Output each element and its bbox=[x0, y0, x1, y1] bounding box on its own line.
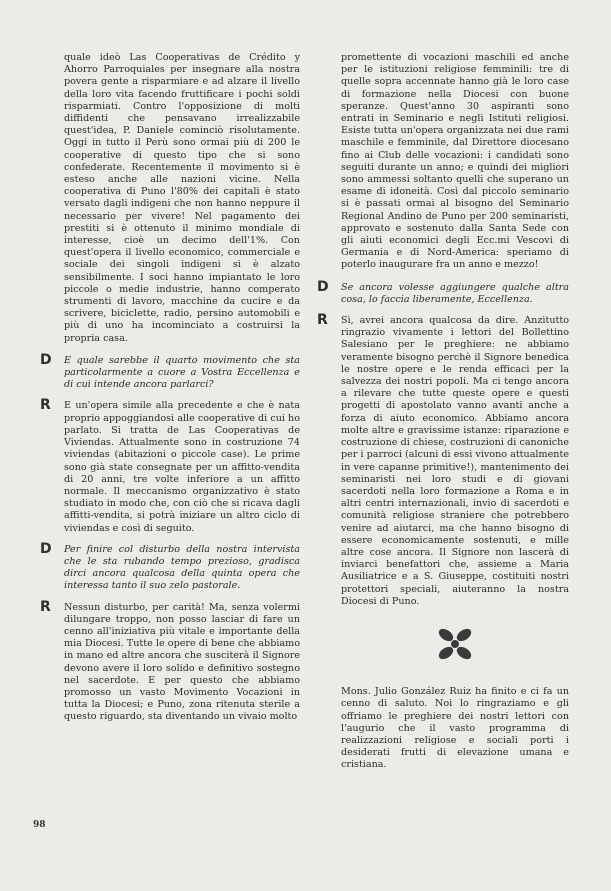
floral-ornament-icon bbox=[341, 626, 569, 666]
question-marker: D bbox=[317, 278, 329, 295]
answer-text: E un'opera simile alla precedente e che è nata proprio appoggiandosi alle cooperative di cui ho parlato. Si tratta de Las Cooperativas de Viviendas. Attualmente sono in costruzione 74 viviendas (abitazioni o piccole case). Le prime sono già state consegnate per un affitto-vendita di 20 anni, tre volte inferiore a un affitto normale. Il meccanismo organizzativo è stato studiato in modo che, con ciò che si ricava dagli affitti-vendita, si potrà iniziare un altro ciclo di viviendas e così di seguito. bbox=[64, 400, 300, 534]
right-column bbox=[317, 52, 569, 772]
answer-marker: R bbox=[40, 397, 51, 414]
answer-marker: R bbox=[317, 312, 328, 329]
left-intro-paragraph: quale ideò Las Cooperativas de Crédito y Ahorro Parroquiales per insegnare alla nostra povera gente a risparmiare e ad alzare il livello della loro vita facendo fruttificare i pochi soldi risparmiati. Contro l'opposizione di molti diffidenti che pensavano irrealizzabile quest'idea, P. Daniele cominciò risolutamente. Oggi in tutto il Perù sono ormai più di 200 le cooperative di questo tipo che si sono confederate. Recentemente il movimento si è esteso anche alle nazioni vicine. Nella cooperativa di Puno l'80% dei capitali è stato versato dagli indigeni che non hanno neppure il necessario per vivere! Nel pagamento dei prestiti si è ottenuto il minimo mondiale di interesse, cioè un decimo dell'1%. Con quest'opera il livello economico, commerciale e sociale dei singoli indigeni si è alzato sensibilmente. I soci hanno impiantato le loro piccole o medie industrie, hanno comperato strumenti di lavoro, macchine da cucire e da scrivere, biciclette, radio, persino automobili e più di uno ha incominciato a costruirsi la propria casa. bbox=[64, 52, 300, 344]
answer-marker: R bbox=[40, 598, 51, 615]
question-text: E quale sarebbe il quarto movimento che sta particolarmente a cuore a Vostra Eccellenza e di cui intende ancora parlarci? bbox=[64, 354, 300, 391]
question-block bbox=[40, 351, 300, 392]
closing-paragraph: Mons. Julio González Ruiz ha finito e ci fa un cenno di saluto. Noi lo ringraziamo e gli offriamo le preghiere dei nostri lettori con l'augurio che il vasto programma di realizzazioni religiose e sociali porti i desiderati frutti di elevazione umana e cristiana. bbox=[341, 686, 569, 771]
answer-text: Nessun disturbo, per carità! Ma, senza volermi dilungare troppo, non posso lasciar di fare un cenno all'iniziativa più vitale e importante della mia Diocesi. Tutte le opere di bene che abbiamo in mano ed altre ancora che susciterà il Signore devono avere il loro solido e definitivo sostegno nel sacerdote. E per questo che abbiamo promosso un vasto Movimento Vocazioni in tutta la Diocesi; e Puno, zona ritenuta sterile a questo riguardo, sta diventando un vivaio molto bbox=[64, 601, 300, 723]
right-intro-paragraph: promettente di vocazioni maschili ed anche per le istituzioni religiose femminili: tre di quelle sopra accennate hanno già le loro case di formazione nella Diocesi con buone speranze. Quest'anno 30 aspiranti sono entrati in Seminario e negli Istituti religiosi. Esiste tutta un'opera organizzata nei due rami maschile e femminile, dal Direttore diocesano fino ai Club delle vocazioni: i candidati sono seguiti durante un anno; e quindi dei migliori sono ammessi soltanto quelli che superano un esame di idoneità. Così dal piccolo seminario si è passati ormai al bisogno del Seminario Regional Andino de Puno per 200 seminaristi, approvato e sostenuto dalla Santa Sede con gli aiuti economici degli Ecc.mi Vescovi di Germania e di Nord-America: speriamo di poterlo inaugurare fra un anno e mezzo! bbox=[341, 52, 569, 271]
question-marker: D bbox=[40, 540, 52, 557]
answer-block bbox=[40, 598, 300, 724]
answer-block bbox=[40, 397, 300, 534]
page-number: 98 bbox=[33, 820, 46, 830]
question-block bbox=[317, 278, 569, 306]
question-marker: D bbox=[40, 351, 52, 368]
left-column bbox=[40, 52, 300, 733]
answer-text: Sì, avrei ancora qualcosa da dire. Anzitutto ringrazio vivamente i lettori del Bollettino Salesiano per le preghiere: ne abbiamo veramente bisogno perchè il Signore benedica le nostre opere e le renda efficaci per la salvezza dei nostri popoli. Ma ci tengo ancora a rilevare che tutte queste opere e questi progetti di apostolato vanno avanti anche a forza di aiuto economico. Abbiamo ancora molte altre e gravissime istanze: riparazione e costruzione di chiese, costruzioni di canoniche per i parroci (alcuni di essi vivono attualmente in vere capanne primitive!), mantenimento dei seminaristi nei loro studi e di giovani sacerdoti nella loro formazione a Roma e in altri centri internazionali, invio di sacerdoti e comunità religiose straniere che potrebbero venire ad aiutarci, ma che hanno bisogno di essere economicamente sostenuti, e mille altre cose ancora. Il Signore non lascerà di inviarci benefattori che, assieme a Maria Ausiliatrice e a S. Giuseppe, costituiti nostri protettori speciali, aiuteranno la nostra Diocesi di Puno. bbox=[341, 315, 569, 607]
question-block bbox=[40, 540, 300, 593]
question-text: Se ancora volesse aggiungere qualche altra cosa, lo faccia liberamente, Eccellenza. bbox=[341, 281, 569, 305]
question-text: Per finire col disturbo della nostra intervista che le sta rubando tempo prezioso, gradisca dirci ancora qualcosa della quinta opera che interessa tanto il suo zelo pastorale. bbox=[64, 543, 300, 592]
answer-block bbox=[317, 312, 569, 608]
